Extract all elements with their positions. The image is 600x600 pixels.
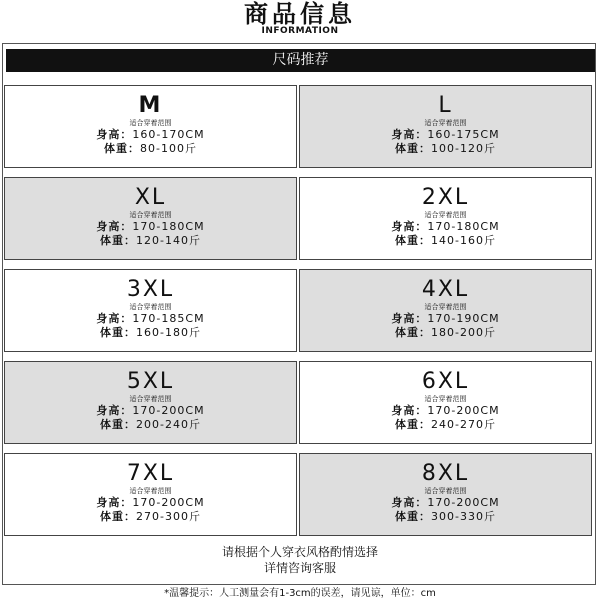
weight-row xyxy=(5,510,296,524)
height-label: 身高： xyxy=(96,404,133,417)
height-value: 160-170CM xyxy=(132,128,205,141)
height-label: 身高： xyxy=(391,312,428,325)
weight-label: 体重： xyxy=(100,326,137,339)
height-row xyxy=(300,312,591,326)
size-card xyxy=(4,177,297,260)
height-value: 170-200CM xyxy=(132,404,205,417)
weight-label: 体重： xyxy=(395,418,432,431)
range-label: 适合穿着范围 xyxy=(129,119,172,127)
height-value: 160-175CM xyxy=(427,128,500,141)
height-value: 170-185CM xyxy=(132,312,205,325)
weight-row xyxy=(300,418,591,432)
range-label: 适合穿着范围 xyxy=(129,211,172,219)
size-card xyxy=(4,269,297,352)
height-row xyxy=(5,404,296,418)
weight-row xyxy=(5,234,296,248)
weight-label: 体重： xyxy=(395,510,432,523)
note-line-2: 详情咨询客服 xyxy=(263,561,336,575)
size-name: 3XL xyxy=(126,277,175,302)
height-row xyxy=(300,220,591,234)
weight-value: 270-300斤 xyxy=(136,510,201,523)
weight-row xyxy=(300,510,591,524)
height-label: 身高： xyxy=(391,496,428,509)
weight-label: 体重： xyxy=(395,326,432,339)
size-card xyxy=(299,177,592,260)
range-label: 适合穿着范围 xyxy=(424,119,467,127)
size-name: L xyxy=(438,93,453,118)
weight-value: 140-160斤 xyxy=(431,234,496,247)
height-value: 170-190CM xyxy=(427,312,500,325)
height-label: 身高： xyxy=(391,404,428,417)
size-card xyxy=(299,269,592,352)
range-label: 适合穿着范围 xyxy=(129,487,172,495)
size-name: 4XL xyxy=(421,277,470,302)
range-label: 适合穿着范围 xyxy=(424,303,467,311)
weight-label: 体重： xyxy=(104,142,141,155)
weight-label: 体重： xyxy=(100,418,137,431)
weight-value: 240-270斤 xyxy=(431,418,496,431)
height-row xyxy=(300,128,591,142)
height-value: 170-180CM xyxy=(427,220,500,233)
size-name: XL xyxy=(134,185,167,210)
size-card xyxy=(4,361,297,444)
size-grid xyxy=(4,85,597,536)
size-name: 6XL xyxy=(421,369,470,394)
weight-value: 100-120斤 xyxy=(431,142,496,155)
page-subtitle: INFORMATION xyxy=(261,26,339,36)
range-label: 适合穿着范围 xyxy=(424,395,467,403)
weight-value: 80-100斤 xyxy=(140,142,197,155)
weight-label: 体重： xyxy=(395,142,432,155)
weight-value: 180-200斤 xyxy=(431,326,496,339)
weight-value: 160-180斤 xyxy=(136,326,201,339)
weight-row xyxy=(300,142,591,156)
range-label: 适合穿着范围 xyxy=(424,487,467,495)
weight-row xyxy=(300,326,591,340)
size-name: M xyxy=(138,93,163,118)
height-row xyxy=(5,312,296,326)
height-label: 身高： xyxy=(96,496,133,509)
size-card xyxy=(299,85,592,168)
page-title: 商品信息 xyxy=(244,0,356,28)
range-label: 适合穿着范围 xyxy=(129,395,172,403)
weight-label: 体重： xyxy=(395,234,432,247)
weight-value: 200-240斤 xyxy=(136,418,201,431)
note-line-1: 请根据个人穿衣风格酌情选择 xyxy=(221,545,378,559)
size-card xyxy=(4,85,297,168)
height-row xyxy=(5,220,296,234)
size-card xyxy=(299,361,592,444)
size-card xyxy=(299,453,592,536)
size-name: 8XL xyxy=(421,461,470,486)
weight-row xyxy=(5,326,296,340)
height-row xyxy=(300,404,591,418)
weight-value: 300-330斤 xyxy=(431,510,496,523)
height-value: 170-200CM xyxy=(427,496,500,509)
height-label: 身高： xyxy=(96,220,133,233)
size-card xyxy=(4,453,297,536)
size-name: 5XL xyxy=(126,369,175,394)
weight-label: 体重： xyxy=(100,234,137,247)
height-value: 170-180CM xyxy=(132,220,205,233)
height-row xyxy=(300,496,591,510)
size-name: 7XL xyxy=(126,461,175,486)
weight-row xyxy=(300,234,591,248)
height-value: 170-200CM xyxy=(132,496,205,509)
weight-label: 体重： xyxy=(100,510,137,523)
height-label: 身高： xyxy=(391,220,428,233)
range-label: 适合穿着范围 xyxy=(424,211,467,219)
footnote: *温馨提示：人工测量会有1-3cm的误差，请见谅，单位：cm xyxy=(164,588,436,599)
height-row xyxy=(5,496,296,510)
section-banner: 尺码推荐 xyxy=(6,49,595,72)
weight-row xyxy=(5,142,296,156)
range-label: 适合穿着范围 xyxy=(129,303,172,311)
weight-row xyxy=(5,418,296,432)
weight-value: 120-140斤 xyxy=(136,234,201,247)
height-label: 身高： xyxy=(96,128,133,141)
height-row xyxy=(5,128,296,142)
size-name: 2XL xyxy=(421,185,470,210)
height-label: 身高： xyxy=(96,312,133,325)
height-label: 身高： xyxy=(391,128,428,141)
height-value: 170-200CM xyxy=(427,404,500,417)
